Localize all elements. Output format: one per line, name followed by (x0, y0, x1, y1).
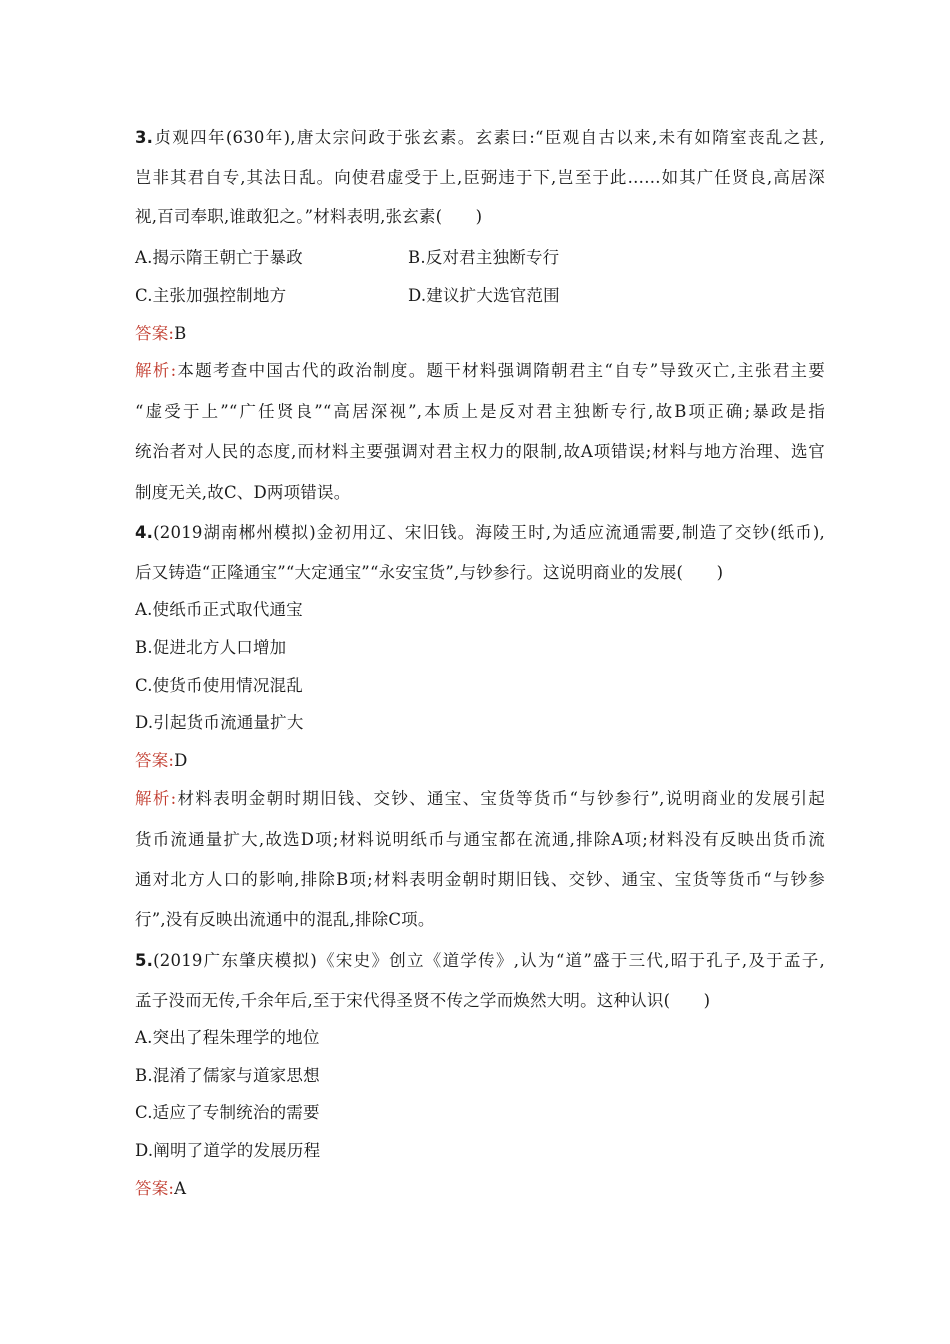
q5-number: 5. (135, 951, 154, 970)
q4-option-c: C.使货币使用情况混乱 (135, 676, 303, 695)
q4-stem-line-1: 4.(2019湖南郴州模拟)金初用辽、宋旧钱。海陵王时,为适应流通需要,制造了交钞(纸币), (135, 523, 825, 542)
q5-stem-line-1: 5.(2019广东肇庆模拟)《宋史》创立《道学传》,认为“道”盛于三代,昭于孔子,及于孟子, (135, 951, 825, 970)
q5-option-b: B.混淆了儒家与道家思想 (135, 1066, 320, 1085)
q5-answer (135, 1179, 825, 1199)
q3-stem-line-2: 岂非其君自专,其法日乱。向使君虚受于上,臣弼违于下,岂至于此……如其广任贤良,高居深 (135, 168, 825, 187)
q3-stem-line-1: 3.贞观四年(630年),唐太宗问政于张玄素。玄素曰:“臣观自古以来,未有如隋室丧乱之甚, (135, 128, 825, 147)
q4-stem-line-2: 后又铸造“正隆通宝”“大定通宝”“永安宝货”,与钞参行。这说明商业的发展( ) (135, 563, 724, 582)
q5-option-d: D.阐明了道学的发展历程 (135, 1141, 321, 1160)
q4-option-d: D.引起货币流通量扩大 (135, 713, 304, 732)
q4-number: 4. (135, 523, 154, 542)
q4-analysis-line-1: 解析:材料表明金朝时期旧钱、交钞、通宝、宝货等货币“与钞参行”,说明商业的发展引起 (135, 789, 825, 808)
q3-analysis-line-2: “虚受于上”“广任贤良”“高居深视”,本质上是反对君主独断专行,故B项正确;暴政是指 (135, 402, 825, 421)
analysis-label: 解析: (135, 789, 177, 808)
q4-answer-value: D (174, 751, 188, 770)
answer-label: 答案: (135, 1179, 175, 1198)
answer-label: 答案: (135, 751, 175, 770)
analysis-label: 解析: (135, 361, 177, 380)
q3-analysis-line-4: 制度无关,故C、D两项错误。 (135, 483, 351, 502)
q4-analysis-line-4: 行”,没有反映出流通中的混乱,排除C项。 (135, 910, 435, 929)
q3-option-b: B.反对君主独断专行 (408, 248, 560, 267)
q5-option-c: C.适应了专制统治的需要 (135, 1103, 320, 1122)
q3-answer (135, 324, 825, 344)
q3-options-row-2 (135, 286, 825, 306)
q3-stem-line-3: 视,百司奉职,谁敢犯之。”材料表明,张玄素( ) (135, 207, 483, 226)
q3-option-c: C.主张加强控制地方 (135, 286, 287, 305)
q3-option-a: A.揭示隋王朝亡于暴政 (135, 248, 303, 267)
q3-option-d: D.建议扩大选官范围 (408, 286, 560, 305)
q5-stem-line-2: 孟子没而无传,千余年后,至于宋代得圣贤不传之学而焕然大明。这种认识( ) (135, 991, 711, 1010)
q3-answer-value: B (174, 324, 187, 343)
q4-option-b: B.促进北方人口增加 (135, 638, 287, 657)
q3-analysis-line-3: 统治者对人民的态度,而材料主要强调对君主权力的限制,故A项错误;材料与地方治理、选官 (135, 442, 825, 461)
q4-answer (135, 751, 825, 771)
q3-number: 3. (135, 128, 154, 147)
q3-options-row-1 (135, 248, 825, 268)
q3-analysis-line-1: 解析:本题考查中国古代的政治制度。题干材料强调隋朝君主“自专”导致灭亡,主张君主要 (135, 361, 825, 380)
q4-option-a: A.使纸币正式取代通宝 (135, 600, 303, 619)
q5-option-a: A.突出了程朱理学的地位 (135, 1028, 320, 1047)
q4-analysis-line-2: 货币流通量扩大,故选D项;材料说明纸币与通宝都在流通,排除A项;材料没有反映出货币流 (135, 830, 825, 849)
answer-label: 答案: (135, 324, 175, 343)
q4-analysis-line-3: 通对北方人口的影响,排除B项;材料表明金朝时期旧钱、交钞、通宝、宝货等货币“与钞参 (135, 870, 825, 889)
q5-answer-value: A (174, 1179, 187, 1198)
